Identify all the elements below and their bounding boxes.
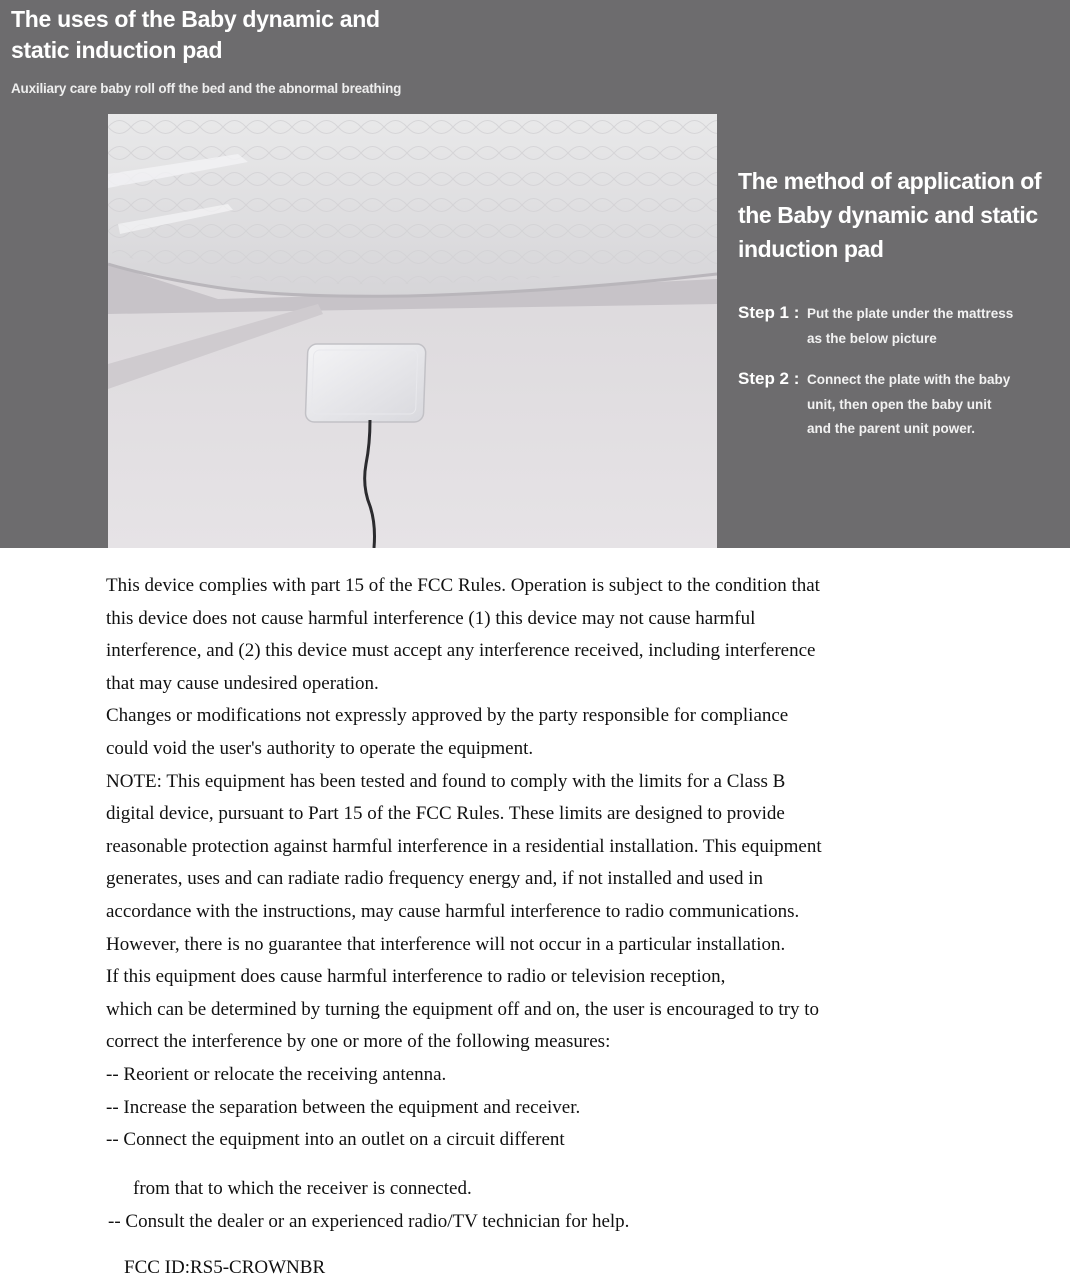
fcc-line: generates, uses and can radiate radio frequency energy and, if not installed and used in bbox=[106, 868, 764, 890]
product-banner bbox=[0, 0, 1070, 548]
product-photo bbox=[108, 114, 717, 548]
banner-title-line-2: static induction pad bbox=[11, 37, 223, 63]
fcc-measure-continuation: from that to which the receiver is connected. bbox=[133, 1178, 472, 1199]
fcc-line: NOTE: This equipment has been tested and found to comply with the limits for a Class B bbox=[106, 770, 786, 792]
banner-subtitle: Auxiliary care baby roll off the bed and the abnormal breathing bbox=[11, 81, 402, 96]
fcc-line: This device complies with part 15 of the FCC Rules. Operation is subject to the condition that bbox=[106, 575, 820, 596]
fcc-line: this device does not cause harmful interference (1) this device may not cause harmful bbox=[106, 607, 756, 629]
step-1-text bbox=[807, 302, 1047, 351]
banner-title-line-1: The uses of the Baby dynamic and bbox=[11, 6, 380, 32]
step-2-label: Step 2 : bbox=[738, 369, 800, 388]
method-title bbox=[738, 164, 1063, 266]
fcc-line: that may cause undesired operation. bbox=[106, 672, 379, 694]
fcc-line: interference, and (2) this device must accept any interference received, including interference bbox=[106, 640, 816, 662]
method-title-line-3: induction pad bbox=[738, 236, 884, 262]
fcc-line: However, there is no guarantee that interference will not occur in a particular installation. bbox=[106, 933, 786, 955]
induction-pad bbox=[305, 344, 426, 422]
mattress-pad-illustration bbox=[108, 114, 717, 548]
banner-title bbox=[11, 4, 431, 66]
step-2-text bbox=[807, 368, 1047, 442]
step-1-line-2: as the below picture bbox=[807, 330, 937, 346]
step-2-line-2: unit, then open the baby unit bbox=[807, 396, 992, 412]
fcc-measure: -- Increase the separation between the equipment and receiver. bbox=[106, 1096, 581, 1118]
fcc-line: digital device, pursuant to Part 15 of the FCC Rules. These limits are designed to provide bbox=[106, 803, 785, 825]
fcc-line: could void the user's authority to operate the equipment. bbox=[106, 737, 534, 759]
fcc-measure: -- Reorient or relocate the receiving antenna. bbox=[106, 1063, 447, 1085]
fcc-line: reasonable protection against harmful interference in a residential installation. This equipment bbox=[106, 835, 822, 857]
fcc-line: Changes or modifications not expressly approved by the party responsible for compliance bbox=[106, 705, 789, 727]
method-title-line-2: the Baby dynamic and static bbox=[738, 202, 1038, 228]
step-2-line-1: Connect the plate with the baby bbox=[807, 372, 1011, 387]
fcc-line: If this equipment does cause harmful interference to radio or television reception, bbox=[106, 966, 726, 988]
method-title-line-1: The method of application of bbox=[738, 168, 1042, 194]
fcc-measure: -- Consult the dealer or an experienced radio/TV technician for help. bbox=[108, 1211, 630, 1232]
step-1-line-1: Put the plate under the mattress bbox=[807, 306, 1014, 321]
step-2-line-3: and the parent unit power. bbox=[807, 421, 976, 436]
step-1-label: Step 1 : bbox=[738, 303, 800, 322]
fcc-statement bbox=[106, 570, 1006, 1157]
fcc-line: accordance with the instructions, may cause harmful interference to radio communications. bbox=[106, 900, 800, 922]
fcc-measure: -- Connect the equipment into an outlet on a circuit different bbox=[106, 1129, 565, 1151]
fcc-line: correct the interference by one or more of the following measures: bbox=[106, 1031, 611, 1053]
fcc-id: FCC ID:RS5-CROWNBR bbox=[124, 1257, 326, 1278]
fcc-line: which can be determined by turning the equipment off and on, the user is encouraged to try to bbox=[106, 998, 820, 1020]
mattress-quilting bbox=[108, 114, 717, 284]
